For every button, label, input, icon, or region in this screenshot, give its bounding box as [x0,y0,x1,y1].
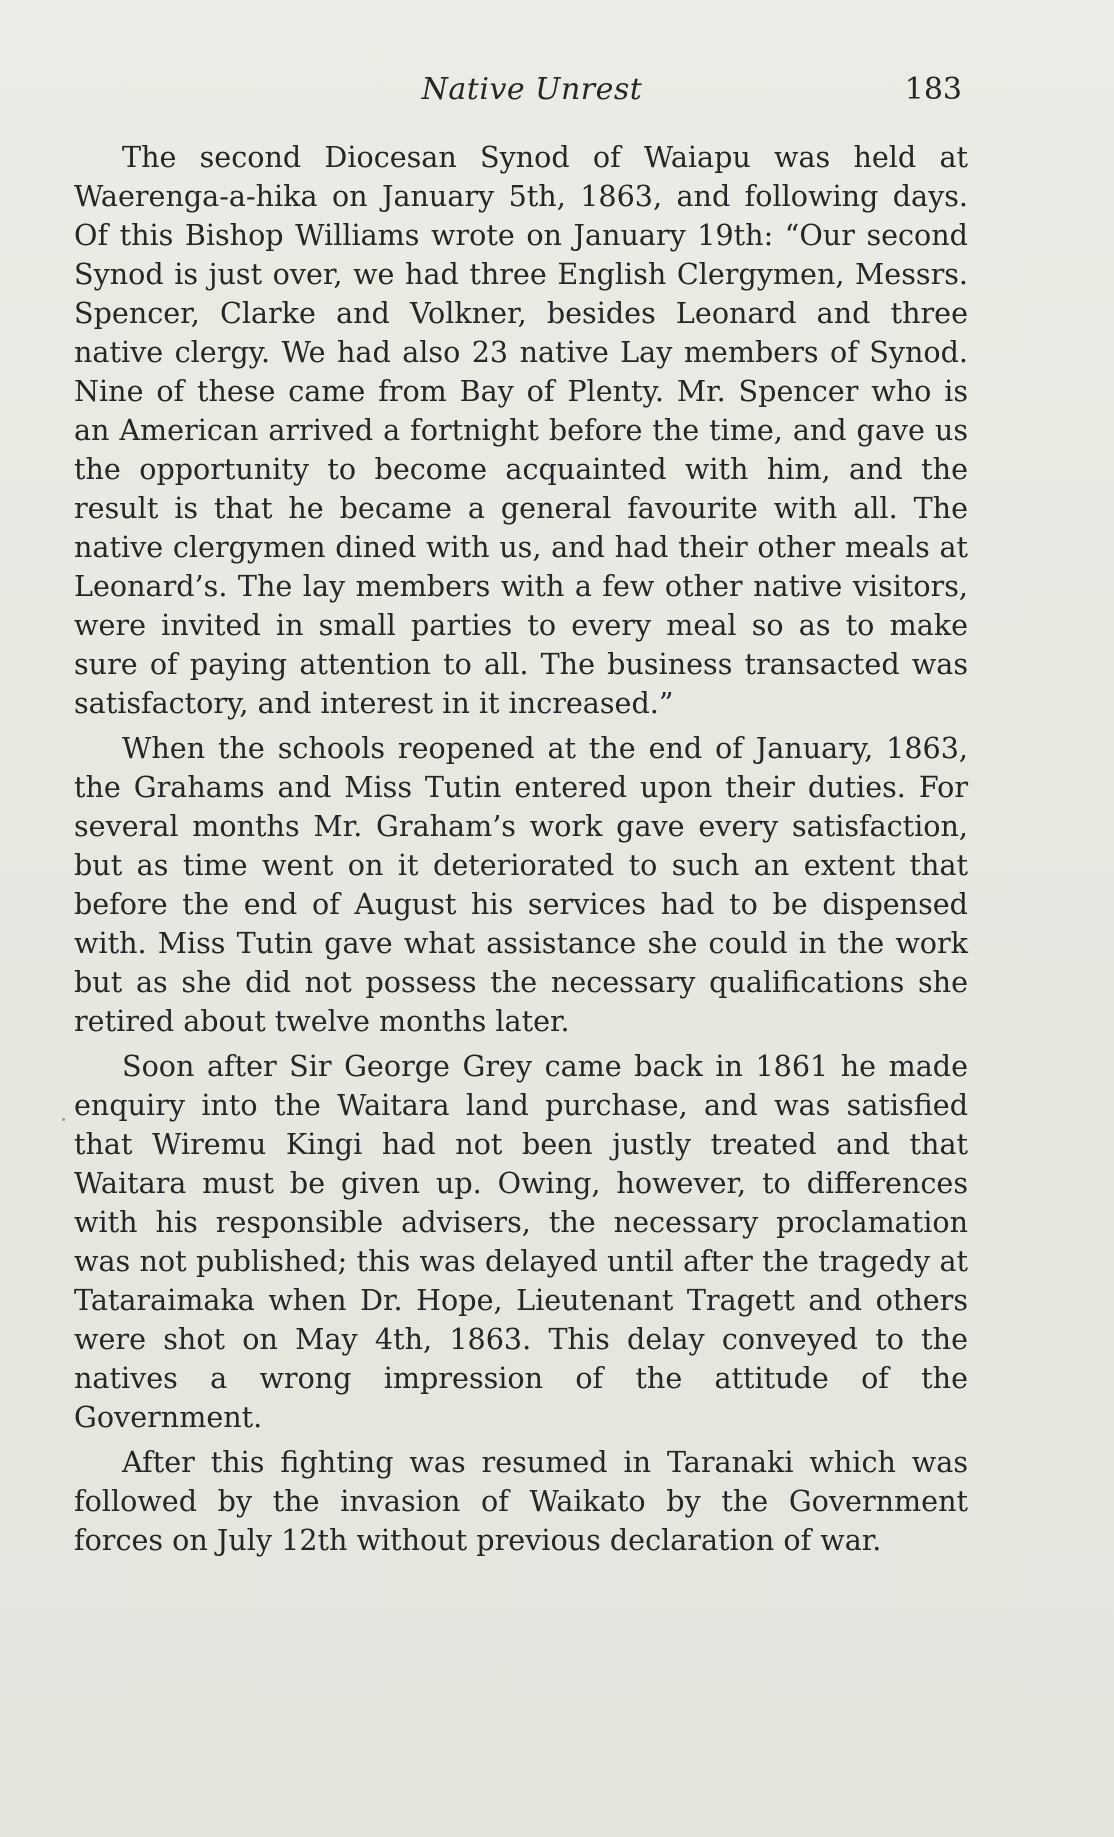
running-title: Native Unrest [421,72,643,107]
paragraph-schools: When the schools reopened at the end of January, 1863, the Grahams and Miss Tutin entered upon their duties. For several months Mr. Graham’s work gave every satisfaction, but as time went on it deteriorated to such an extent that before the end of August his services had to be dispensed with. Miss Tutin gave what assistance she could in the work but as she did not possess the necessary qualifications she retired about twelve months later. [74,731,968,1038]
paragraph-waitara: Soon after Sir George Grey came back in 1861 he made enquiry into the Waitara land purchase, and was satisfied that Wiremu Kingi had not been justly treated and that Waitara must be given up. Owing, however, to differences with his responsible advisers, the necessary proclamation was not published; this was delayed until after the tragedy at Tataraimaka when Dr. Hope, Lieutenant Tragett and others were shot on May 4th, 1863. This delay conveyed to the natives a wrong impression of the attitude of the Government. [74,1049,968,1434]
page-number: 183 [904,72,962,107]
paragraph-fighting: After this fighting was resumed in Taranaki which was followed by the invasion of Waikato by the Government forces on July 12th without previous declaration of war. [74,1445,968,1557]
running-head [74,72,962,112]
body-text [74,138,968,1566]
paragraph-synod: The second Diocesan Synod of Waiapu was held at Waerenga-a-hika on January 5th, 1863, and following days. Of this Bishop Williams wrote on January 19th: “Our second Synod is just over, we had three English Clergymen, Messrs. Spencer, Clarke and Volkner, besides Leonard and three native clergy. We had also 23 native Lay members of Synod. Nine of these came from Bay of Plenty. Mr. Spencer who is an American arrived a fortnight before the time, and gave us the opportunity to become acquainted with him, and the result is that he became a general favourite with all. The native clergymen dined with us, and had their other meals at Leonard’s. The lay members with a few other native visitors, were invited in small parties to every meal so as to make sure of paying attention to all. The business transacted was satisfactory, and interest in it increased.” [74,140,968,720]
page-speck [62,1118,65,1121]
